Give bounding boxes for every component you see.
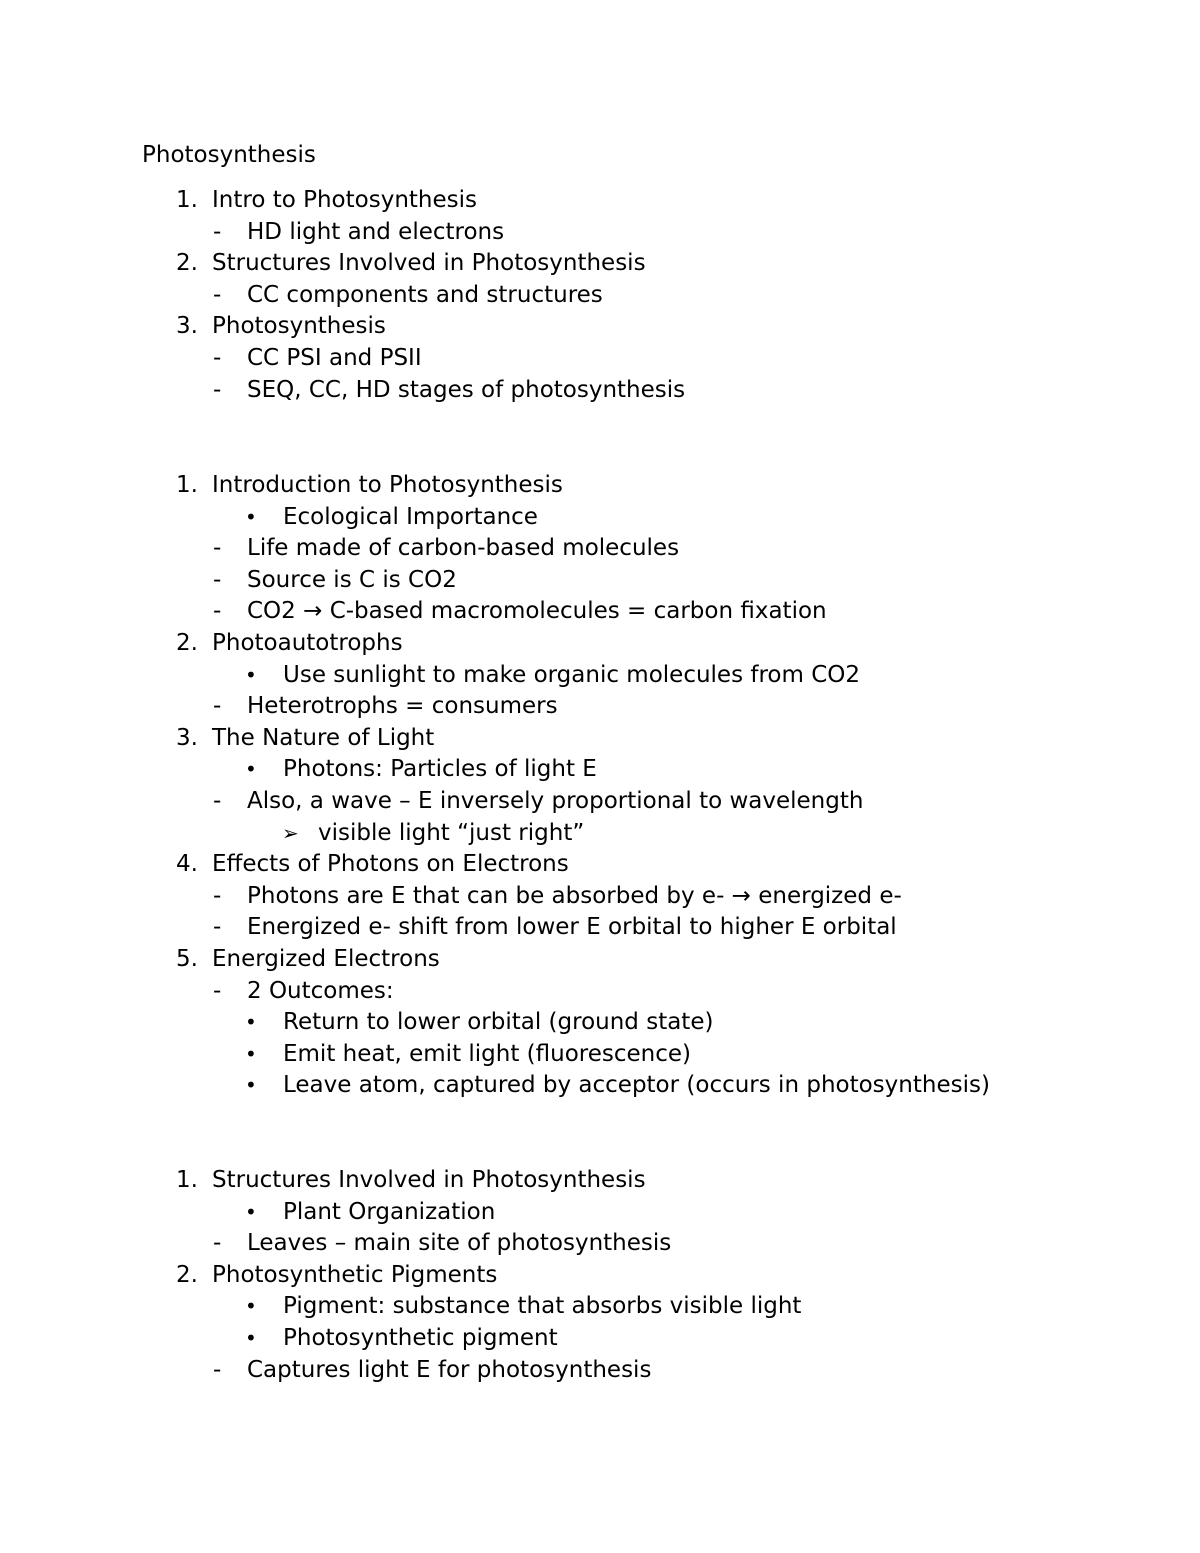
list-item-text: Photons: Particles of light E — [283, 756, 597, 783]
list-item — [0, 1291, 1200, 1323]
bullet-icon: • — [245, 1010, 257, 1035]
list-item — [0, 343, 1200, 375]
list-item-text: Structures Involved in Photosynthesis — [212, 250, 646, 277]
list-item-text: Also, a wave – E inversely proportional to wavelength — [247, 787, 864, 814]
bullet-icon: • — [245, 1041, 257, 1066]
list-item-text: 2 Outcomes: — [247, 977, 394, 1004]
list-item-text: visible light “just right” — [318, 819, 585, 846]
bullet-icon: • — [245, 504, 257, 529]
list-number: 1. — [176, 1167, 198, 1193]
list-item — [0, 1007, 1200, 1039]
list-item-text: CO2 → C-based macromolecules = carbon fixation — [247, 598, 827, 625]
list-number: 2. — [176, 1261, 198, 1288]
list-item — [0, 849, 1200, 881]
list-item-text: Emit heat, emit light (fluorescence) — [283, 1040, 692, 1067]
list-item-text: Photosynthetic Pigments — [212, 1261, 498, 1288]
list-item-text: Plant Organization — [283, 1198, 496, 1225]
list-item-text: Introduction to Photosynthesis — [212, 472, 563, 498]
list-number: 3. — [176, 313, 198, 340]
list-item — [0, 691, 1200, 723]
list-item — [0, 1260, 1200, 1292]
list-item — [0, 1228, 1200, 1260]
list-item-text: Use sunlight to make organic molecules from CO2 — [283, 661, 861, 688]
list-item-text: Photosynthetic pigment — [283, 1324, 558, 1351]
list-item — [0, 818, 1200, 850]
list-item — [0, 944, 1200, 976]
dash-marker: - — [213, 787, 222, 814]
section-structures-list — [0, 1165, 1200, 1386]
list-item — [0, 217, 1200, 249]
list-item-text: Captures light E for photosynthesis — [247, 1356, 652, 1383]
list-item — [0, 565, 1200, 597]
list-item-text: Structures Involved in Photosynthesis — [212, 1167, 646, 1193]
list-item-text: The Nature of Light — [212, 724, 435, 751]
list-item — [0, 185, 1200, 217]
dash-marker: - — [213, 914, 222, 941]
list-item — [0, 786, 1200, 818]
dash-marker: - — [213, 566, 222, 593]
section-introduction-list — [0, 470, 1200, 1102]
list-item-text: HD light and electrons — [247, 218, 505, 245]
bullet-icon: • — [245, 662, 257, 687]
list-item — [0, 470, 1200, 502]
list-item — [0, 881, 1200, 913]
bullet-icon: • — [245, 1325, 257, 1350]
list-item-text: Return to lower orbital (ground state) — [283, 1009, 714, 1036]
dash-marker: - — [213, 535, 222, 562]
list-item-text: SEQ, CC, HD stages of photosynthesis — [247, 376, 686, 403]
dash-marker: - — [213, 882, 222, 909]
list-item — [0, 1039, 1200, 1071]
list-item-text: Source is C is CO2 — [247, 566, 457, 593]
list-item-text: Photoautotrophs — [212, 629, 403, 656]
list-item — [0, 912, 1200, 944]
list-item — [0, 1323, 1200, 1355]
dash-marker: - — [213, 693, 222, 720]
list-item — [0, 502, 1200, 534]
list-item-text: Pigment: substance that absorbs visible light — [283, 1293, 802, 1320]
bullet-icon: • — [245, 1199, 257, 1224]
list-item-text: CC PSI and PSII — [247, 344, 422, 371]
dash-marker: - — [213, 281, 222, 308]
list-number: 3. — [176, 724, 198, 751]
list-item-text: Photosynthesis — [212, 313, 386, 340]
list-item — [0, 1197, 1200, 1229]
list-item-text: Energized Electrons — [212, 945, 440, 972]
list-item — [0, 660, 1200, 692]
dash-marker: - — [213, 376, 222, 403]
list-item — [0, 1165, 1200, 1197]
list-item — [0, 280, 1200, 312]
list-number: 2. — [176, 250, 198, 277]
bullet-icon: • — [245, 1073, 257, 1098]
list-item-text: Photons are E that can be absorbed by e- → energized e- — [247, 882, 902, 909]
list-item-text: Life made of carbon-based molecules — [247, 535, 680, 562]
list-item — [0, 754, 1200, 786]
dash-marker: - — [213, 977, 222, 1004]
list-number: 1. — [176, 472, 198, 498]
list-item — [0, 976, 1200, 1008]
list-item — [0, 248, 1200, 280]
dash-marker: - — [213, 1230, 222, 1257]
list-item — [0, 1070, 1200, 1102]
list-item-text: CC components and structures — [247, 281, 603, 308]
list-item-text: Ecological Importance — [283, 503, 538, 530]
arrow-bullet-icon: ➢ — [282, 820, 299, 845]
list-item — [0, 723, 1200, 755]
list-item — [0, 1355, 1200, 1387]
list-item-text: Effects of Photons on Electrons — [212, 851, 569, 878]
list-item-text: Heterotrophs = consumers — [247, 693, 558, 720]
dash-marker: - — [213, 344, 222, 371]
list-number: 1. — [176, 187, 198, 213]
list-number: 5. — [176, 945, 198, 972]
list-item — [0, 375, 1200, 407]
list-item — [0, 311, 1200, 343]
bullet-icon: • — [245, 757, 257, 782]
outline-list — [0, 185, 1200, 406]
list-item-text: Intro to Photosynthesis — [212, 187, 477, 213]
list-item-text: Leaves – main site of photosynthesis — [247, 1230, 672, 1257]
list-item — [0, 628, 1200, 660]
list-item-text: Energized e- shift from lower E orbital to higher E orbital — [247, 914, 897, 941]
list-item — [0, 533, 1200, 565]
dash-marker: - — [213, 1356, 222, 1383]
list-number: 4. — [176, 851, 198, 878]
list-item-text: Leave atom, captured by acceptor (occurs in photosynthesis) — [283, 1072, 990, 1099]
document-title: Photosynthesis — [142, 142, 316, 168]
dash-marker: - — [213, 598, 222, 625]
dash-marker: - — [213, 218, 222, 245]
list-number: 2. — [176, 629, 198, 656]
bullet-icon: • — [245, 1294, 257, 1319]
list-item — [0, 596, 1200, 628]
